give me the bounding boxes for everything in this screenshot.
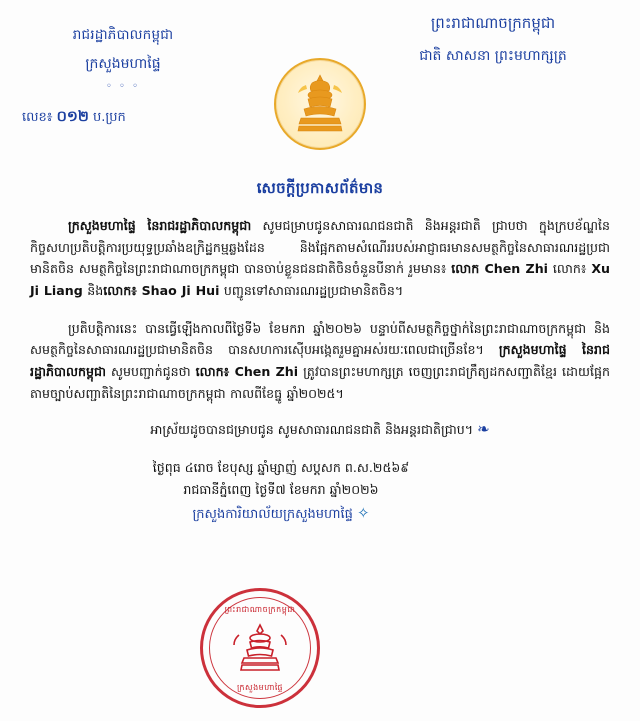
document-title: សេចក្ដីប្រកាសព័ត៌មាន	[256, 179, 384, 197]
paragraph-1	[30, 215, 610, 302]
emphasised-text: លោក៖ Chen Zhi	[195, 363, 299, 379]
header-left-block	[18, 26, 228, 129]
body-text: សូមបញ្ជាក់ជូនថា	[105, 363, 196, 379]
reference-number: ០១២	[56, 109, 89, 125]
signature-block	[30, 457, 610, 525]
national-motto: ជាតិ សាសនា ព្រះមហាក្សត្រ	[419, 48, 567, 64]
ornament-divider: ◦ ◦ ◦	[105, 81, 141, 92]
header-right-block	[368, 14, 618, 67]
seal-emblem-icon	[200, 588, 320, 708]
kingdom-name: ព្រះរាជាណាចក្រកម្ពុជា	[430, 14, 556, 32]
body-text: ប្រតិបត្តិការនេះ បានធ្វើឡើងកាលពីថ្ងៃទី៦ ខែមករា ឆ្នាំ២០២៦ បន្ទាប់ពីសមត្ថកិច្ចថ្នាក់នៃព្រះរាជាណាចក្រកម្ពុជា និងសមត្ថកិច្ចនៃសាធារណរដ្ឋប្រជាមានិតចិន បានសហការស៊ើបអង្កេតរួមគ្នាអស់រយៈពេលជាច្រើនខែ។	[30, 320, 610, 358]
signature-date-khmer: ថ្ងៃពុធ ៤រោច ខែបុស្ស ឆ្នាំម្សាញ់ សប្តសក ព.ស.២៥៦៩	[152, 460, 410, 476]
signing-organisation-label: ក្រសួងការិយាល័យក្រសួងមហាផ្ទៃ	[192, 507, 353, 523]
emphasised-text: ក្រសួងមហាផ្ទៃ នៃរាជរដ្ឋាភិបាលកម្ពុជា	[30, 342, 610, 379]
body-text: បញ្ជូនទៅសាធារណរដ្ឋប្រជាមានិតចិន។	[219, 282, 404, 298]
body-text: និង	[82, 282, 104, 298]
flourish-icon: ❧	[477, 420, 490, 439]
signature-swirl-icon: ✧	[356, 504, 370, 523]
ministry-name: ក្រសួងមហាផ្ទៃ	[85, 56, 161, 72]
signature-date-gregorian: រាជធានីភ្នំពេញ ថ្ងៃទី៧ ខែមករា ឆ្នាំ២០២៦	[183, 481, 379, 497]
body-text: សូមជម្រាបជូនសាធារណជនជាតិ និងអន្តរជាតិ ជ្រាបថា ក្នុងក្របខ័ណ្ឌនៃកិច្ចសហប្រតិបត្តិការប្រយុទ្ធប្រឆាំងឧក្រិដ្ឋកម្មឆ្លងដែន និងផ្អែកតាមសំណើររបស់អាជ្ញាធរមានសមត្ថកិច្ចនៃសាធារណរដ្ឋប្រជាមានិតចិន សមត្ថកិច្ចនៃព្រះរាជាណាចក្រកម្ពុជា បានចាប់ខ្លួនជនជាតិចិនចំនួនបីនាក់ រួមមាន៖	[30, 218, 610, 277]
seal-text-top: ព្រះរាជាណាចក្រកម្ពុជា	[224, 605, 296, 614]
reference-label: លេខ៖	[22, 110, 53, 125]
body-text: ត្រូវបានព្រះមហាក្សត្រ ចេញព្រះរាជក្រឹត្យដកសញ្ជាតិខ្មែរ ដោយផ្អែកតាមច្បាប់សញ្ជាតិនៃព្រះរាជាណាចក្រកម្ពុជា កាលពីខែធ្នូ ឆ្នាំ២០២៥។	[30, 363, 610, 401]
government-name: រាជរដ្ឋាភិបាលកម្ពុជា	[72, 27, 174, 43]
signing-organisation	[30, 504, 532, 525]
document-body	[0, 215, 640, 525]
paragraph-2	[30, 318, 610, 405]
closing-text: អាស្រ័យដូចបានជម្រាបជូន សូមសាធារណជនជាតិ និងអន្តរជាតិជ្រាប។	[150, 422, 474, 438]
emphasised-text: Xu Ji Liang	[30, 261, 610, 298]
emphasised-text: ក្រសួងមហាផ្ទៃ នៃរាជរដ្ឋាភិបាលកម្ពុជា	[68, 218, 252, 233]
reference-suffix: ប.ប្រក	[92, 110, 126, 125]
closing-statement	[30, 420, 610, 441]
royal-emblem	[274, 58, 366, 150]
document-header	[0, 0, 640, 175]
emphasised-text: លោក Chen Zhi	[451, 261, 548, 277]
seal-text-bottom: ក្រសួងមហាផ្ទៃ	[236, 683, 283, 692]
reference-line	[18, 108, 228, 129]
emblem-figure-icon	[274, 58, 366, 150]
ministry-seal	[200, 588, 320, 708]
emphasised-text: លោក៖ Shao Ji Hui	[103, 282, 220, 298]
body-text: លោក៖	[547, 261, 592, 277]
